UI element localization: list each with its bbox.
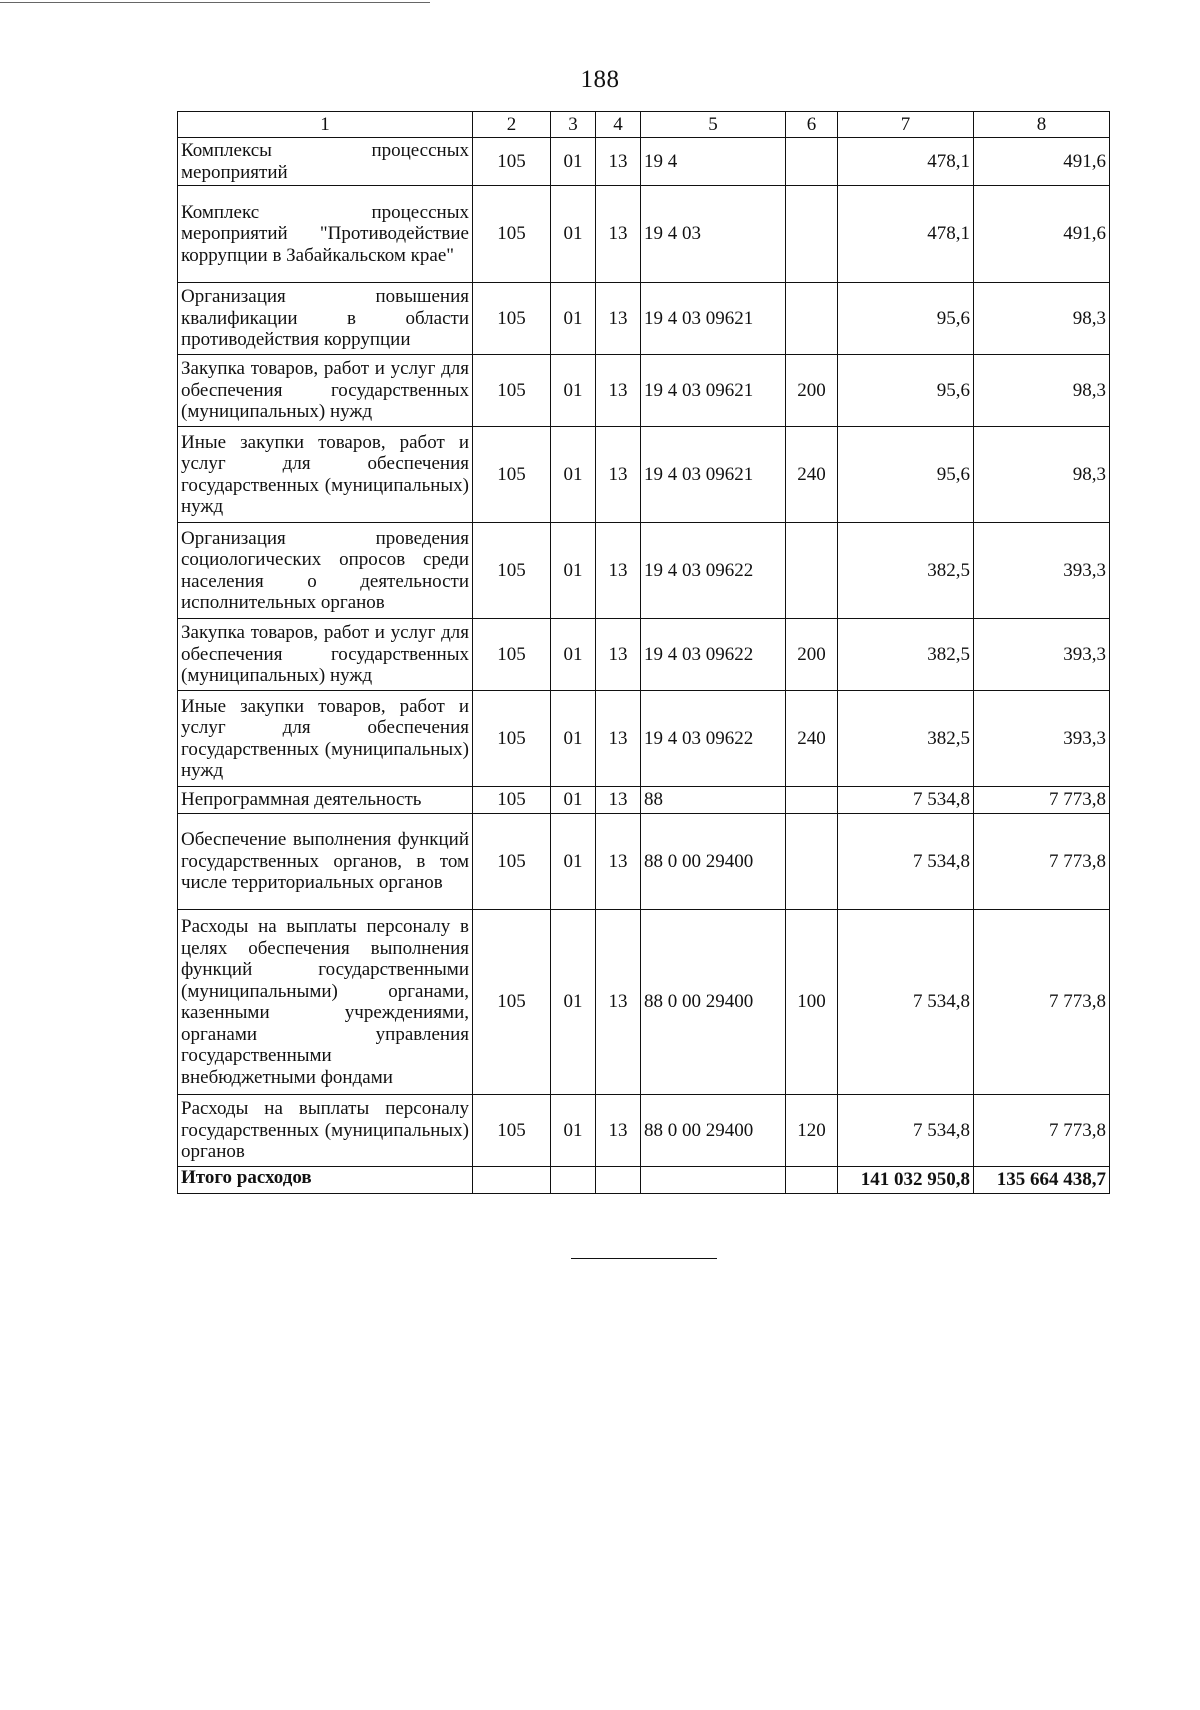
cell-col-6: 200 — [786, 355, 838, 427]
table-row — [178, 427, 1110, 523]
cell-col-7: 382,5 — [838, 523, 974, 619]
cell-col-5: 19 4 03 09621 — [641, 427, 786, 523]
table-row — [178, 1095, 1110, 1167]
cell-col-8: 98,3 — [974, 355, 1110, 427]
cell-col-4 — [596, 1167, 641, 1194]
cell-col-5: 19 4 03 09622 — [641, 523, 786, 619]
cell-col-3: 01 — [551, 787, 596, 814]
table-row — [178, 691, 1110, 787]
cell-col-6: 100 — [786, 910, 838, 1095]
header-col-7: 7 — [838, 112, 974, 138]
cell-col-6: 120 — [786, 1095, 838, 1167]
row-name: Непрограммная деятельность — [178, 787, 473, 814]
cell-col-4: 13 — [596, 283, 641, 355]
cell-col-2: 105 — [473, 787, 551, 814]
cell-col-3: 01 — [551, 427, 596, 523]
row-name: Комплекс процессных мероприятий "Противодействие коррупции в Забайкальском крае" — [178, 186, 473, 283]
top-edge-rule — [0, 2, 430, 3]
row-name: Организация проведения социологических опросов среди населения о деятельности исполнительных органов — [178, 523, 473, 619]
header-col-2: 2 — [473, 112, 551, 138]
cell-col-8: 7 773,8 — [974, 1095, 1110, 1167]
cell-col-3: 01 — [551, 355, 596, 427]
cell-col-3: 01 — [551, 619, 596, 691]
cell-col-3: 01 — [551, 138, 596, 186]
cell-col-5: 19 4 03 09621 — [641, 355, 786, 427]
total-col-7: 141 032 950,8 — [838, 1167, 974, 1194]
cell-col-4: 13 — [596, 619, 641, 691]
cell-col-3: 01 — [551, 1095, 596, 1167]
cell-col-6: 200 — [786, 619, 838, 691]
row-name: Иные закупки товаров, работ и услуг для обеспечения государственных (муниципальных) нужд — [178, 427, 473, 523]
table-row — [178, 787, 1110, 814]
table-row — [178, 523, 1110, 619]
cell-col-8: 491,6 — [974, 186, 1110, 283]
table-row — [178, 355, 1110, 427]
cell-col-6: 240 — [786, 427, 838, 523]
page-number: 188 — [580, 66, 620, 93]
table-row — [178, 814, 1110, 910]
row-name: Иные закупки товаров, работ и услуг для обеспечения государственных (муниципальных) нужд — [178, 691, 473, 787]
cell-col-2: 105 — [473, 138, 551, 186]
cell-col-4: 13 — [596, 787, 641, 814]
cell-col-6 — [786, 138, 838, 186]
cell-col-3: 01 — [551, 814, 596, 910]
cell-col-8: 98,3 — [974, 283, 1110, 355]
table-row — [178, 138, 1110, 186]
cell-col-7: 95,6 — [838, 283, 974, 355]
row-name: Закупка товаров, работ и услуг для обеспечения государственных (муниципальных) нужд — [178, 355, 473, 427]
cell-col-8: 393,3 — [974, 619, 1110, 691]
cell-col-4: 13 — [596, 691, 641, 787]
cell-col-8: 7 773,8 — [974, 814, 1110, 910]
cell-col-6: 240 — [786, 691, 838, 787]
cell-col-7: 382,5 — [838, 619, 974, 691]
table-row — [178, 283, 1110, 355]
row-name: Закупка товаров, работ и услуг для обеспечения государственных (муниципальных) нужд — [178, 619, 473, 691]
cell-col-2: 105 — [473, 619, 551, 691]
cell-col-4: 13 — [596, 355, 641, 427]
cell-col-4: 13 — [596, 814, 641, 910]
cell-col-8: 491,6 — [974, 138, 1110, 186]
cell-col-7: 7 534,8 — [838, 1095, 974, 1167]
row-name: Комплексы процессных мероприятий — [178, 138, 473, 186]
cell-col-2: 105 — [473, 1095, 551, 1167]
header-col-4: 4 — [596, 112, 641, 138]
cell-col-2: 105 — [473, 523, 551, 619]
header-col-1: 1 — [178, 112, 473, 138]
cell-col-6 — [786, 283, 838, 355]
cell-col-4: 13 — [596, 427, 641, 523]
cell-col-3: 01 — [551, 910, 596, 1095]
cell-col-7: 95,6 — [838, 427, 974, 523]
cell-col-5: 19 4 03 09621 — [641, 283, 786, 355]
table-row — [178, 186, 1110, 283]
cell-col-7: 95,6 — [838, 355, 974, 427]
cell-col-4: 13 — [596, 910, 641, 1095]
cell-col-5: 19 4 03 — [641, 186, 786, 283]
cell-col-5: 19 4 — [641, 138, 786, 186]
cell-col-3: 01 — [551, 283, 596, 355]
cell-col-3: 01 — [551, 691, 596, 787]
row-name: Обеспечение выполнения функций государственных органов, в том числе территориальных органов — [178, 814, 473, 910]
cell-col-7: 478,1 — [838, 138, 974, 186]
cell-col-8: 393,3 — [974, 523, 1110, 619]
row-name: Расходы на выплаты персоналу государственных (муниципальных) органов — [178, 1095, 473, 1167]
header-col-5: 5 — [641, 112, 786, 138]
total-row — [178, 1167, 1110, 1194]
cell-col-4: 13 — [596, 523, 641, 619]
cell-col-6 — [786, 787, 838, 814]
cell-col-2: 105 — [473, 355, 551, 427]
cell-col-6 — [786, 186, 838, 283]
cell-col-8: 7 773,8 — [974, 787, 1110, 814]
header-col-6: 6 — [786, 112, 838, 138]
cell-col-5: 88 0 00 29400 — [641, 1095, 786, 1167]
cell-col-5: 88 0 00 29400 — [641, 814, 786, 910]
cell-col-5 — [641, 1167, 786, 1194]
cell-col-4: 13 — [596, 1095, 641, 1167]
cell-col-4: 13 — [596, 186, 641, 283]
cell-col-2 — [473, 1167, 551, 1194]
cell-col-6 — [786, 1167, 838, 1194]
cell-col-5: 19 4 03 09622 — [641, 619, 786, 691]
cell-col-5: 19 4 03 09622 — [641, 691, 786, 787]
header-col-3: 3 — [551, 112, 596, 138]
cell-col-6 — [786, 523, 838, 619]
total-label: Итого расходов — [178, 1167, 473, 1194]
cell-col-2: 105 — [473, 814, 551, 910]
cell-col-2: 105 — [473, 186, 551, 283]
cell-col-2: 105 — [473, 910, 551, 1095]
cell-col-8: 393,3 — [974, 691, 1110, 787]
cell-col-3: 01 — [551, 523, 596, 619]
cell-col-2: 105 — [473, 283, 551, 355]
row-name: Расходы на выплаты персоналу в целях обеспечения выполнения функций государственными (муниципальными) органами, казенными учреждениями, органами управления государственными внебюджетными фондами — [178, 910, 473, 1095]
cell-col-8: 98,3 — [974, 427, 1110, 523]
budget-table — [177, 111, 1110, 1194]
cell-col-7: 7 534,8 — [838, 814, 974, 910]
cell-col-7: 7 534,8 — [838, 910, 974, 1095]
cell-col-7: 382,5 — [838, 691, 974, 787]
end-of-document-rule — [571, 1258, 717, 1259]
cell-col-7: 478,1 — [838, 186, 974, 283]
table-row — [178, 619, 1110, 691]
cell-col-5: 88 0 00 29400 — [641, 910, 786, 1095]
cell-col-2: 105 — [473, 427, 551, 523]
row-name: Организация повышения квалификации в области противодействия коррупции — [178, 283, 473, 355]
total-col-8: 135 664 438,7 — [974, 1167, 1110, 1194]
table-row — [178, 910, 1110, 1095]
cell-col-7: 7 534,8 — [838, 787, 974, 814]
cell-col-2: 105 — [473, 691, 551, 787]
cell-col-3 — [551, 1167, 596, 1194]
header-row — [178, 112, 1110, 138]
cell-col-5: 88 — [641, 787, 786, 814]
cell-col-4: 13 — [596, 138, 641, 186]
cell-col-8: 7 773,8 — [974, 910, 1110, 1095]
header-col-8: 8 — [974, 112, 1110, 138]
cell-col-6 — [786, 814, 838, 910]
cell-col-3: 01 — [551, 186, 596, 283]
